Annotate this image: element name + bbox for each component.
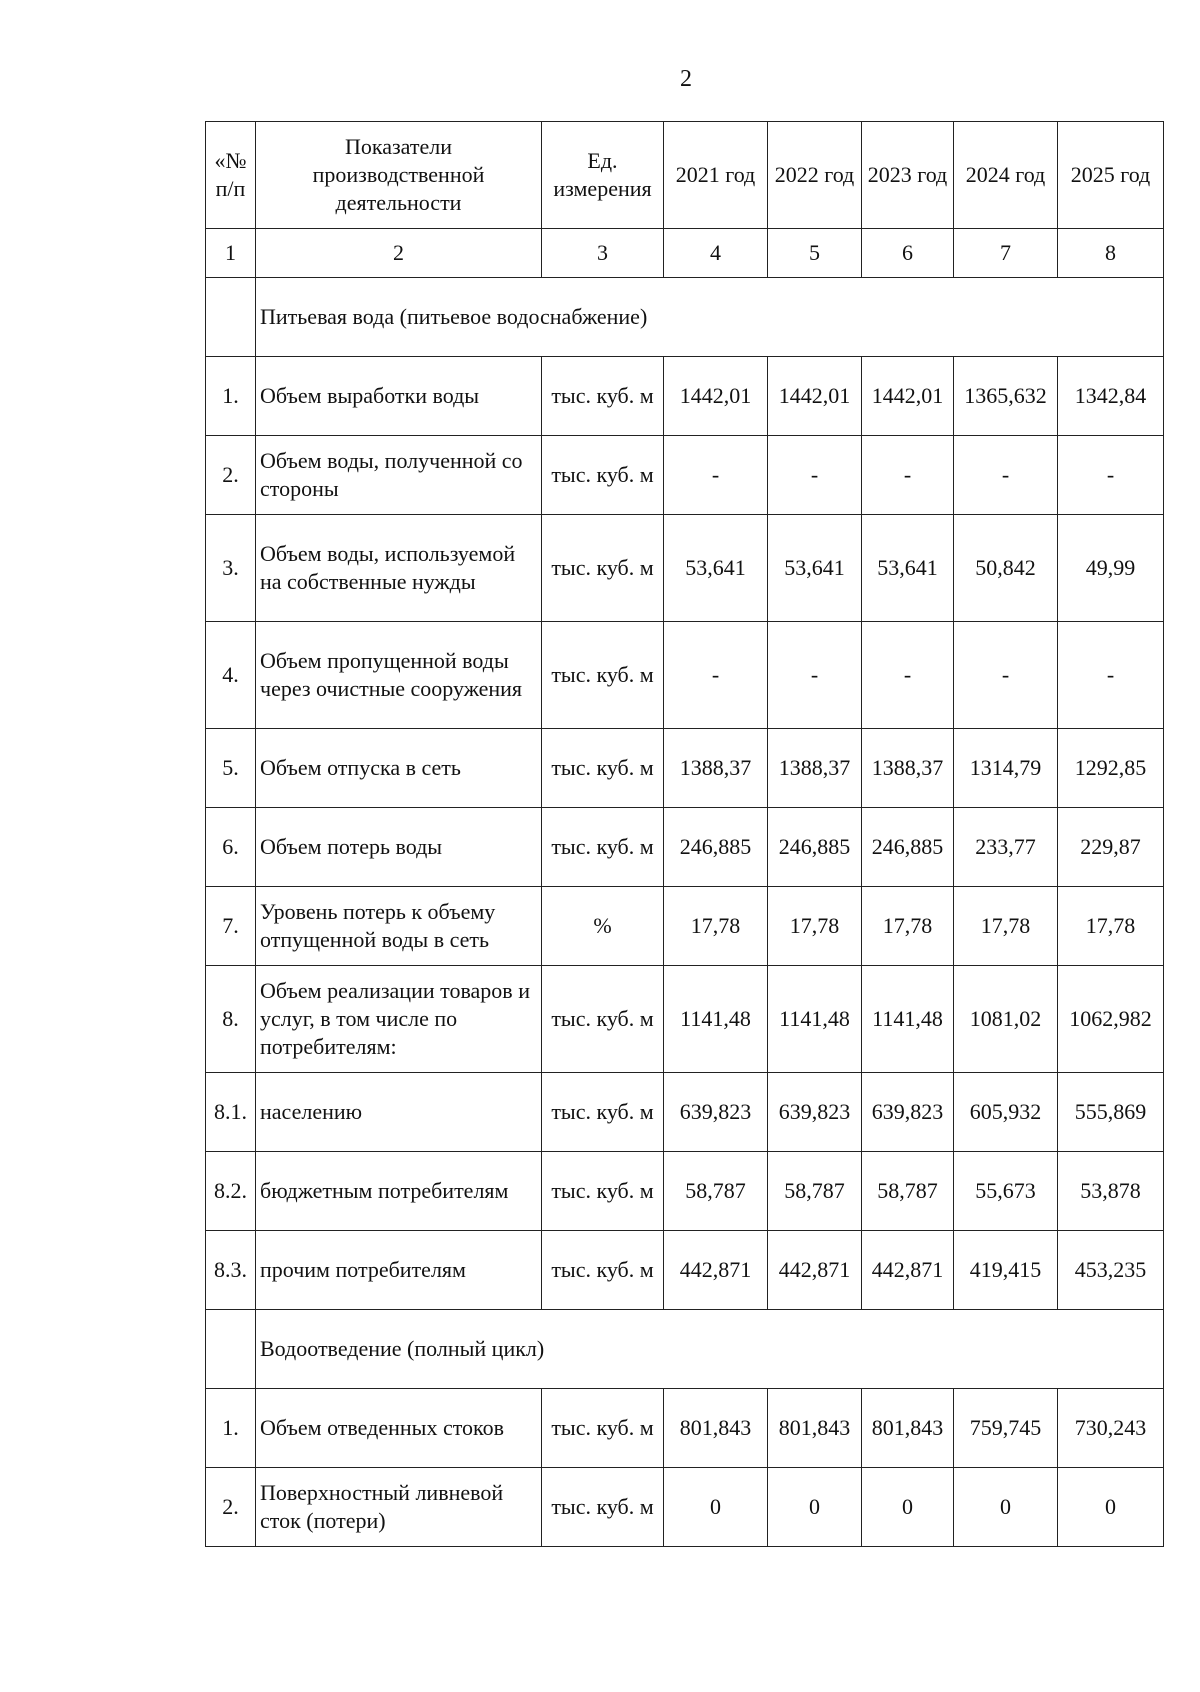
- value-cell-2022: 639,823: [768, 1073, 862, 1152]
- value-cell-2025: 1342,84: [1058, 357, 1164, 436]
- section-title: Питьевая вода (питьевое водоснабжение): [256, 278, 1164, 357]
- column-number-cell: 7: [954, 229, 1058, 278]
- indicator-name-cell: Объем воды, используемой на собственные нужды: [256, 515, 542, 622]
- value-cell-2021: 801,843: [664, 1389, 768, 1468]
- table-row: [206, 966, 1164, 1073]
- value-cell-2022: 0: [768, 1468, 862, 1547]
- unit-cell: тыс. куб. м: [542, 1231, 664, 1310]
- header-cell-2021: 2021 год: [664, 122, 768, 229]
- table-row: [206, 1389, 1164, 1468]
- value-cell-2024: -: [954, 436, 1058, 515]
- row-number-cell: 2.: [206, 1468, 256, 1547]
- value-cell-2025: 453,235: [1058, 1231, 1164, 1310]
- column-number-cell: 1: [206, 229, 256, 278]
- row-number-cell: 7.: [206, 887, 256, 966]
- value-cell-2025: 53,878: [1058, 1152, 1164, 1231]
- value-cell-2021: 442,871: [664, 1231, 768, 1310]
- value-cell-2024: 1314,79: [954, 729, 1058, 808]
- value-cell-2022: 801,843: [768, 1389, 862, 1468]
- row-number-cell: 2.: [206, 436, 256, 515]
- value-cell-2024: 1081,02: [954, 966, 1058, 1073]
- value-cell-2023: -: [862, 436, 954, 515]
- value-cell-2025: 0: [1058, 1468, 1164, 1547]
- unit-cell: тыс. куб. м: [542, 515, 664, 622]
- row-number-cell: 1.: [206, 1389, 256, 1468]
- value-cell-2024: 1365,632: [954, 357, 1058, 436]
- value-cell-2021: 0: [664, 1468, 768, 1547]
- value-cell-2025: -: [1058, 436, 1164, 515]
- table-row: [206, 808, 1164, 887]
- value-cell-2025: 1292,85: [1058, 729, 1164, 808]
- indicator-name-cell: Объем отведенных стоков: [256, 1389, 542, 1468]
- section-row: [206, 1310, 1164, 1389]
- column-number-cell: 3: [542, 229, 664, 278]
- unit-cell: тыс. куб. м: [542, 729, 664, 808]
- table-row: [206, 1152, 1164, 1231]
- header-row: [206, 122, 1164, 229]
- value-cell-2022: 246,885: [768, 808, 862, 887]
- value-cell-2022: -: [768, 622, 862, 729]
- column-number-cell: 5: [768, 229, 862, 278]
- column-number-cell: 6: [862, 229, 954, 278]
- value-cell-2023: 801,843: [862, 1389, 954, 1468]
- value-cell-2024: 419,415: [954, 1231, 1058, 1310]
- unit-cell: тыс. куб. м: [542, 966, 664, 1073]
- value-cell-2022: -: [768, 436, 862, 515]
- header-cell-2024: 2024 год: [954, 122, 1058, 229]
- value-cell-2024: 55,673: [954, 1152, 1058, 1231]
- indicator-name-cell: Объем пропущенной воды через очистные сооружения: [256, 622, 542, 729]
- value-cell-2024: 759,745: [954, 1389, 1058, 1468]
- value-cell-2021: 639,823: [664, 1073, 768, 1152]
- indicator-name-cell: Объем выработки воды: [256, 357, 542, 436]
- value-cell-2021: 1388,37: [664, 729, 768, 808]
- value-cell-2024: 17,78: [954, 887, 1058, 966]
- value-cell-2022: 442,871: [768, 1231, 862, 1310]
- value-cell-2024: -: [954, 622, 1058, 729]
- table-row: [206, 436, 1164, 515]
- value-cell-2021: 1442,01: [664, 357, 768, 436]
- table-row: [206, 1468, 1164, 1547]
- column-number-cell: 2: [256, 229, 542, 278]
- table-row: [206, 729, 1164, 808]
- value-cell-2024: 233,77: [954, 808, 1058, 887]
- indicator-name-cell: Поверхностный ливневой сток (потери): [256, 1468, 542, 1547]
- value-cell-2021: 1141,48: [664, 966, 768, 1073]
- header-cell-2023: 2023 год: [862, 122, 954, 229]
- table-row: [206, 622, 1164, 729]
- value-cell-2022: 53,641: [768, 515, 862, 622]
- row-number-cell: 8.3.: [206, 1231, 256, 1310]
- value-cell-2025: 555,869: [1058, 1073, 1164, 1152]
- table-row: [206, 357, 1164, 436]
- value-cell-2023: 1388,37: [862, 729, 954, 808]
- row-number-cell: 6.: [206, 808, 256, 887]
- value-cell-2025: 229,87: [1058, 808, 1164, 887]
- indicator-name-cell: прочим потребителям: [256, 1231, 542, 1310]
- value-cell-2025: 730,243: [1058, 1389, 1164, 1468]
- row-number-cell: 3.: [206, 515, 256, 622]
- unit-cell: %: [542, 887, 664, 966]
- header-cell-unit: Ед. измерения: [542, 122, 664, 229]
- value-cell-2024: 605,932: [954, 1073, 1058, 1152]
- value-cell-2025: 49,99: [1058, 515, 1164, 622]
- value-cell-2022: 1442,01: [768, 357, 862, 436]
- value-cell-2023: 53,641: [862, 515, 954, 622]
- indicator-name-cell: населению: [256, 1073, 542, 1152]
- value-cell-2021: 17,78: [664, 887, 768, 966]
- section-index-cell: [206, 278, 256, 357]
- indicator-name-cell: Объем реализации товаров и услуг, в том числе по потребителям:: [256, 966, 542, 1073]
- unit-cell: тыс. куб. м: [542, 1468, 664, 1547]
- table-row: [206, 1073, 1164, 1152]
- row-number-cell: 5.: [206, 729, 256, 808]
- section-row: [206, 278, 1164, 357]
- value-cell-2023: 639,823: [862, 1073, 954, 1152]
- unit-cell: тыс. куб. м: [542, 1152, 664, 1231]
- value-cell-2021: -: [664, 436, 768, 515]
- value-cell-2022: 1388,37: [768, 729, 862, 808]
- row-number-cell: 8.1.: [206, 1073, 256, 1152]
- section-index-cell: [206, 1310, 256, 1389]
- value-cell-2022: 1141,48: [768, 966, 862, 1073]
- value-cell-2021: 246,885: [664, 808, 768, 887]
- unit-cell: тыс. куб. м: [542, 622, 664, 729]
- value-cell-2023: 0: [862, 1468, 954, 1547]
- value-cell-2022: 58,787: [768, 1152, 862, 1231]
- value-cell-2023: 442,871: [862, 1231, 954, 1310]
- page-number: 2: [680, 66, 692, 92]
- value-cell-2024: 0: [954, 1468, 1058, 1547]
- unit-cell: тыс. куб. м: [542, 436, 664, 515]
- value-cell-2023: 17,78: [862, 887, 954, 966]
- value-cell-2025: 17,78: [1058, 887, 1164, 966]
- value-cell-2023: 246,885: [862, 808, 954, 887]
- row-number-cell: 4.: [206, 622, 256, 729]
- unit-cell: тыс. куб. м: [542, 1389, 664, 1468]
- row-number-cell: 8.2.: [206, 1152, 256, 1231]
- column-number-cell: 4: [664, 229, 768, 278]
- column-number-cell: 8: [1058, 229, 1164, 278]
- unit-cell: тыс. куб. м: [542, 1073, 664, 1152]
- value-cell-2023: 1442,01: [862, 357, 954, 436]
- indicator-name-cell: Уровень потерь к объему отпущенной воды в сеть: [256, 887, 542, 966]
- table-row: [206, 887, 1164, 966]
- value-cell-2023: -: [862, 622, 954, 729]
- table-row: [206, 1231, 1164, 1310]
- indicator-name-cell: Объем отпуска в сеть: [256, 729, 542, 808]
- section-title: Водоотведение (полный цикл): [256, 1310, 1164, 1389]
- unit-cell: тыс. куб. м: [542, 357, 664, 436]
- row-number-cell: 8.: [206, 966, 256, 1073]
- column-number-row: [206, 229, 1164, 278]
- header-cell-indicator: Показатели производственной деятельности: [256, 122, 542, 229]
- unit-cell: тыс. куб. м: [542, 808, 664, 887]
- value-cell-2024: 50,842: [954, 515, 1058, 622]
- header-cell-index: «№ п/п: [206, 122, 256, 229]
- header-cell-2022: 2022 год: [768, 122, 862, 229]
- table-row: [206, 515, 1164, 622]
- indicator-name-cell: Объем потерь воды: [256, 808, 542, 887]
- row-number-cell: 1.: [206, 357, 256, 436]
- value-cell-2021: 58,787: [664, 1152, 768, 1231]
- value-cell-2023: 1141,48: [862, 966, 954, 1073]
- value-cell-2021: 53,641: [664, 515, 768, 622]
- value-cell-2025: 1062,982: [1058, 966, 1164, 1073]
- value-cell-2021: -: [664, 622, 768, 729]
- value-cell-2023: 58,787: [862, 1152, 954, 1231]
- value-cell-2022: 17,78: [768, 887, 862, 966]
- value-cell-2025: -: [1058, 622, 1164, 729]
- indicator-name-cell: бюджетным потребителям: [256, 1152, 542, 1231]
- header-cell-2025: 2025 год: [1058, 122, 1164, 229]
- indicator-name-cell: Объем воды, полученной со стороны: [256, 436, 542, 515]
- production-indicators-table: [205, 121, 1164, 1547]
